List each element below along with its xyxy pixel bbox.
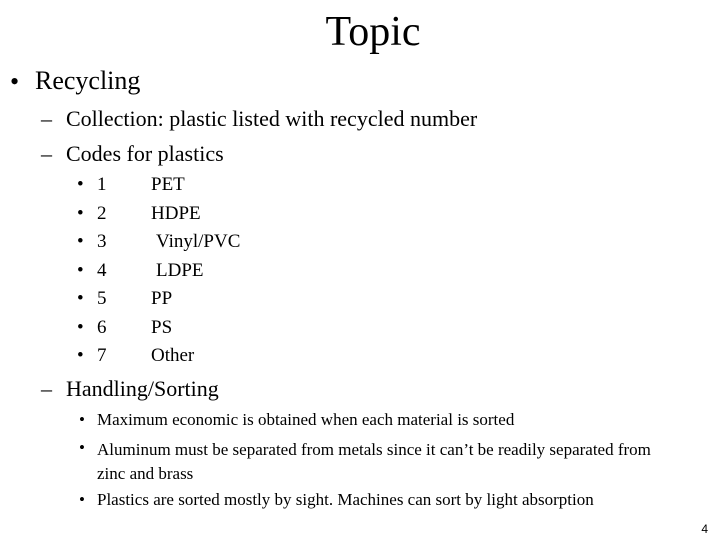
code-label: PS xyxy=(151,317,173,338)
point-text: Plastics are sorted mostly by sight. Machines can sort by light absorption xyxy=(97,490,594,509)
code-label: HDPE xyxy=(151,203,201,224)
bullet-marker: • xyxy=(77,231,84,252)
code-number: 3 xyxy=(97,231,107,252)
code-number: 6 xyxy=(97,317,107,338)
code-number: 1 xyxy=(97,174,107,195)
bullet-marker: • xyxy=(79,490,85,509)
dash-marker: – xyxy=(41,141,52,166)
bullet-marker: • xyxy=(10,67,20,96)
code-number: 2 xyxy=(97,203,107,224)
bullet-text: Recycling xyxy=(35,66,141,95)
dash-marker: – xyxy=(41,376,52,401)
bullet-marker: • xyxy=(77,174,84,195)
code-number: 7 xyxy=(97,345,107,366)
subitem-text: Collection: plastic listed with recycled number xyxy=(66,106,478,131)
point-text: Aluminum must be separated from metals since it can’t be readily separated from zinc and brass xyxy=(97,440,651,483)
dash-marker: – xyxy=(41,106,52,131)
code-label: LDPE xyxy=(156,260,204,281)
code-label: Other xyxy=(151,345,195,366)
code-label: PP xyxy=(151,288,173,309)
code-label: PET xyxy=(151,174,185,195)
code-number: 5 xyxy=(97,288,107,309)
bullet-marker: • xyxy=(79,410,85,429)
code-number: 4 xyxy=(97,260,107,281)
bullet-marker: • xyxy=(77,345,84,366)
bullet-marker: • xyxy=(77,203,84,224)
bullet-marker: • xyxy=(77,260,84,281)
bullet-marker: • xyxy=(77,288,84,309)
code-label: Vinyl/PVC xyxy=(156,231,241,252)
bullet-marker: • xyxy=(77,317,84,338)
bullet-marker: • xyxy=(79,438,85,457)
page-number: 4 xyxy=(701,522,708,536)
slide-title: Topic xyxy=(325,9,421,55)
subitem-text: Codes for plastics xyxy=(66,141,224,166)
point-text: Maximum economic is obtained when each material is sorted xyxy=(97,410,515,429)
subitem-text: Handling/Sorting xyxy=(66,376,219,401)
